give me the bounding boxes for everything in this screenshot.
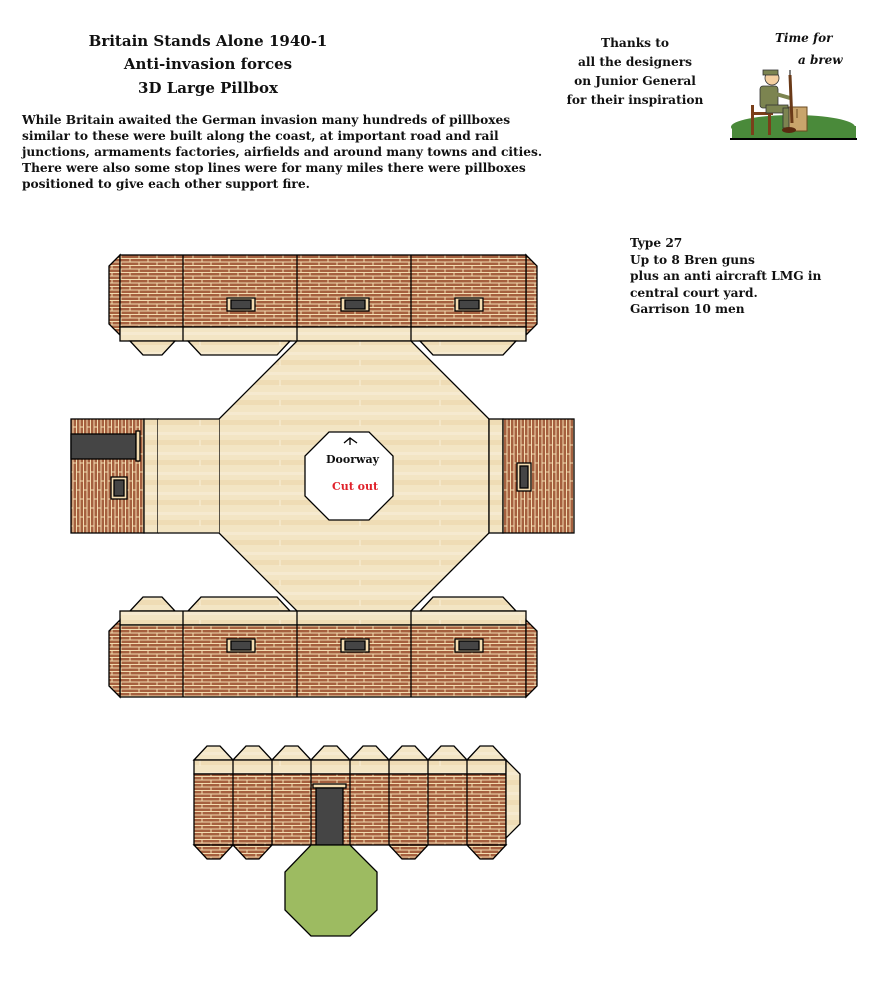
spec-type: Type 27 xyxy=(630,236,683,250)
credits-line: for their inspiration xyxy=(566,93,704,107)
spec-garrison: Garrison 10 men xyxy=(630,302,745,316)
model-title: 3D Large Pillbox xyxy=(138,79,278,97)
page-subtitle: Anti-invasion forces xyxy=(123,55,293,73)
doorway-label: Doorway xyxy=(326,453,379,466)
spec-aa: plus an anti aircraft LMG in xyxy=(630,269,822,283)
courtyard-wall xyxy=(194,746,520,859)
credits-line: all the designers xyxy=(577,55,693,69)
grass-base xyxy=(285,845,377,936)
credits-line: on Junior General xyxy=(574,74,696,88)
brew-caption-1: Time for xyxy=(775,31,833,45)
page-title: Britain Stands Alone 1940-1 xyxy=(88,32,328,50)
door-opening xyxy=(316,788,343,845)
brew-caption-2: a brew xyxy=(798,53,843,67)
credits-line: Thanks to xyxy=(601,36,669,50)
spec-guns: Up to 8 Bren guns xyxy=(630,252,755,267)
cutout-label: Cut out xyxy=(332,480,379,493)
intro-paragraph: While Britain awaited the German invasion many hundreds of pillboxes similar to these were built along the coast, at important road and rail junctions, armaments factories, airfields and around many towns and cities. There were also some stop lines were for many miles there were pillboxes positioned to give each other support fire. xyxy=(22,113,543,191)
spec-aa-cont: central court yard. xyxy=(630,285,758,300)
